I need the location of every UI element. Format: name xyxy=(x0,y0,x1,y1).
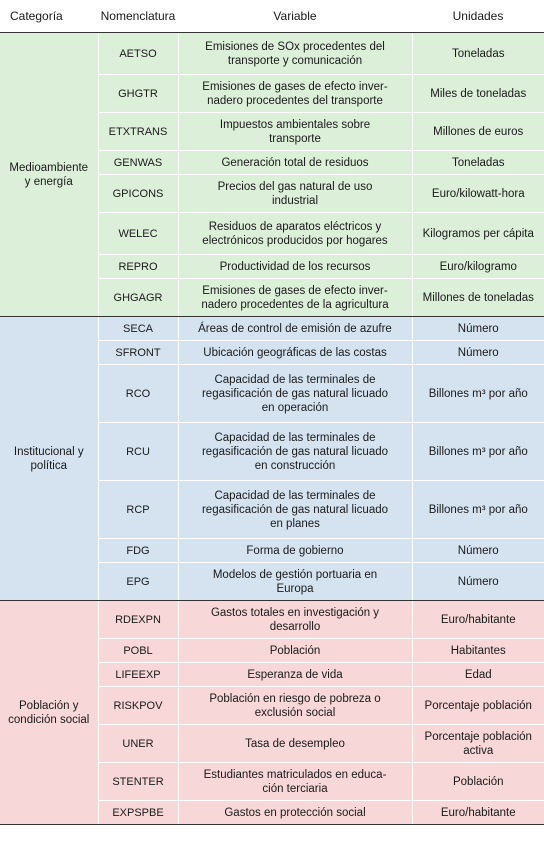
nomenclature-cell: LIFEEXP xyxy=(98,663,178,687)
nomenclature-cell: GHGAGR xyxy=(98,279,178,317)
variable-cell: Residuos de aparatos eléctricos y electrónicos producidos por hogares xyxy=(178,213,412,255)
variable-cell: Población xyxy=(178,639,412,663)
nomenclature-cell: REPRO xyxy=(98,255,178,279)
variable-cell: Población en riesgo de pobreza o exclusión social xyxy=(178,687,412,725)
unit-cell: Número xyxy=(412,317,544,341)
unit-cell: Euro/habitante xyxy=(412,601,544,639)
nomenclature-cell: RISKPOV xyxy=(98,687,178,725)
variable-cell: Productividad de los recursos xyxy=(178,255,412,279)
unit-cell: Euro/habitante xyxy=(412,801,544,825)
variable-cell: Forma de gobierno xyxy=(178,539,412,563)
unit-cell: Toneladas xyxy=(412,33,544,75)
nomenclature-cell: RCU xyxy=(98,423,178,481)
unit-cell: Billones m³ por año xyxy=(412,365,544,423)
variable-cell: Emisiones de gases de efecto inver- nadero procedentes del transporte xyxy=(178,75,412,113)
variable-cell: Generación total de residuos xyxy=(178,151,412,175)
header-nomenclatura: Nomenclatura xyxy=(98,0,178,33)
variable-cell: Emisiones de gases de efecto inver- nadero procedentes de la agricultura xyxy=(178,279,412,317)
unit-cell: Edad xyxy=(412,663,544,687)
header-variable: Variable xyxy=(178,0,412,33)
unit-cell: Billones m³ por año xyxy=(412,481,544,539)
table-row xyxy=(0,33,544,75)
nomenclature-cell: GENWAS xyxy=(98,151,178,175)
table-row xyxy=(0,317,544,341)
unit-cell: Euro/kilogramo xyxy=(412,255,544,279)
variable-cell: Modelos de gestión portuaria en Europa xyxy=(178,563,412,601)
unit-cell: Porcentaje población activa xyxy=(412,725,544,763)
nomenclature-cell: UNER xyxy=(98,725,178,763)
unit-cell: Miles de toneladas xyxy=(412,75,544,113)
variable-cell: Capacidad de las terminales de regasificación de gas natural licuado en planes xyxy=(178,481,412,539)
nomenclature-cell: RCP xyxy=(98,481,178,539)
nomenclature-cell: GHGTR xyxy=(98,75,178,113)
nomenclature-cell: SECA xyxy=(98,317,178,341)
table-body xyxy=(0,33,544,825)
unit-cell: Millones de euros xyxy=(412,113,544,151)
unit-cell: Toneladas xyxy=(412,151,544,175)
nomenclature-cell: POBL xyxy=(98,639,178,663)
nomenclature-cell: FDG xyxy=(98,539,178,563)
variable-cell: Ubicación geográficas de las costas xyxy=(178,341,412,365)
variable-cell: Esperanza de vida xyxy=(178,663,412,687)
unit-cell: Porcentaje población xyxy=(412,687,544,725)
unit-cell: Población xyxy=(412,763,544,801)
variable-cell: Gastos totales en investigación y desarrollo xyxy=(178,601,412,639)
variable-cell: Precios del gas natural de uso industrial xyxy=(178,175,412,213)
nomenclature-cell: RCO xyxy=(98,365,178,423)
nomenclature-cell: GPICONS xyxy=(98,175,178,213)
nomenclature-cell: EXPSPBE xyxy=(98,801,178,825)
variable-cell: Estudiantes matriculados en educa- ción terciaria xyxy=(178,763,412,801)
nomenclature-cell: SFRONT xyxy=(98,341,178,365)
group-medioambiente-category: Medioambiente y energía xyxy=(0,33,98,317)
group-poblacion-category: Población y condición social xyxy=(0,601,98,825)
header-categoria: Categoría xyxy=(0,0,98,33)
nomenclature-cell: WELEC xyxy=(98,213,178,255)
header-unidades: Unidades xyxy=(412,0,544,33)
unit-cell: Número xyxy=(412,563,544,601)
unit-cell: Euro/kilowatt-hora xyxy=(412,175,544,213)
nomenclature-cell: ETXTRANS xyxy=(98,113,178,151)
nomenclature-cell: STENTER xyxy=(98,763,178,801)
unit-cell: Número xyxy=(412,539,544,563)
unit-cell: Número xyxy=(412,341,544,365)
variable-cell: Capacidad de las terminales de regasificación de gas natural licuado en operación xyxy=(178,365,412,423)
unit-cell: Millones de toneladas xyxy=(412,279,544,317)
header-row xyxy=(0,0,544,33)
nomenclature-cell: EPG xyxy=(98,563,178,601)
group-institucional-category: Institucional y política xyxy=(0,317,98,601)
nomenclature-cell: RDEXPN xyxy=(98,601,178,639)
table-row xyxy=(0,601,544,639)
unit-cell: Billones m³ por año xyxy=(412,423,544,481)
unit-cell: Kilogramos per cápita xyxy=(412,213,544,255)
variable-cell: Áreas de control de emisión de azufre xyxy=(178,317,412,341)
unit-cell: Habitantes xyxy=(412,639,544,663)
nomenclature-cell: AETSO xyxy=(98,33,178,75)
variable-cell: Capacidad de las terminales de regasificación de gas natural licuado en construcción xyxy=(178,423,412,481)
variable-cell: Emisiones de SOx procedentes del transporte y comunicación xyxy=(178,33,412,75)
variable-cell: Impuestos ambientales sobre transporte xyxy=(178,113,412,151)
variable-cell: Gastos en protección social xyxy=(178,801,412,825)
variable-cell: Tasa de desempleo xyxy=(178,725,412,763)
